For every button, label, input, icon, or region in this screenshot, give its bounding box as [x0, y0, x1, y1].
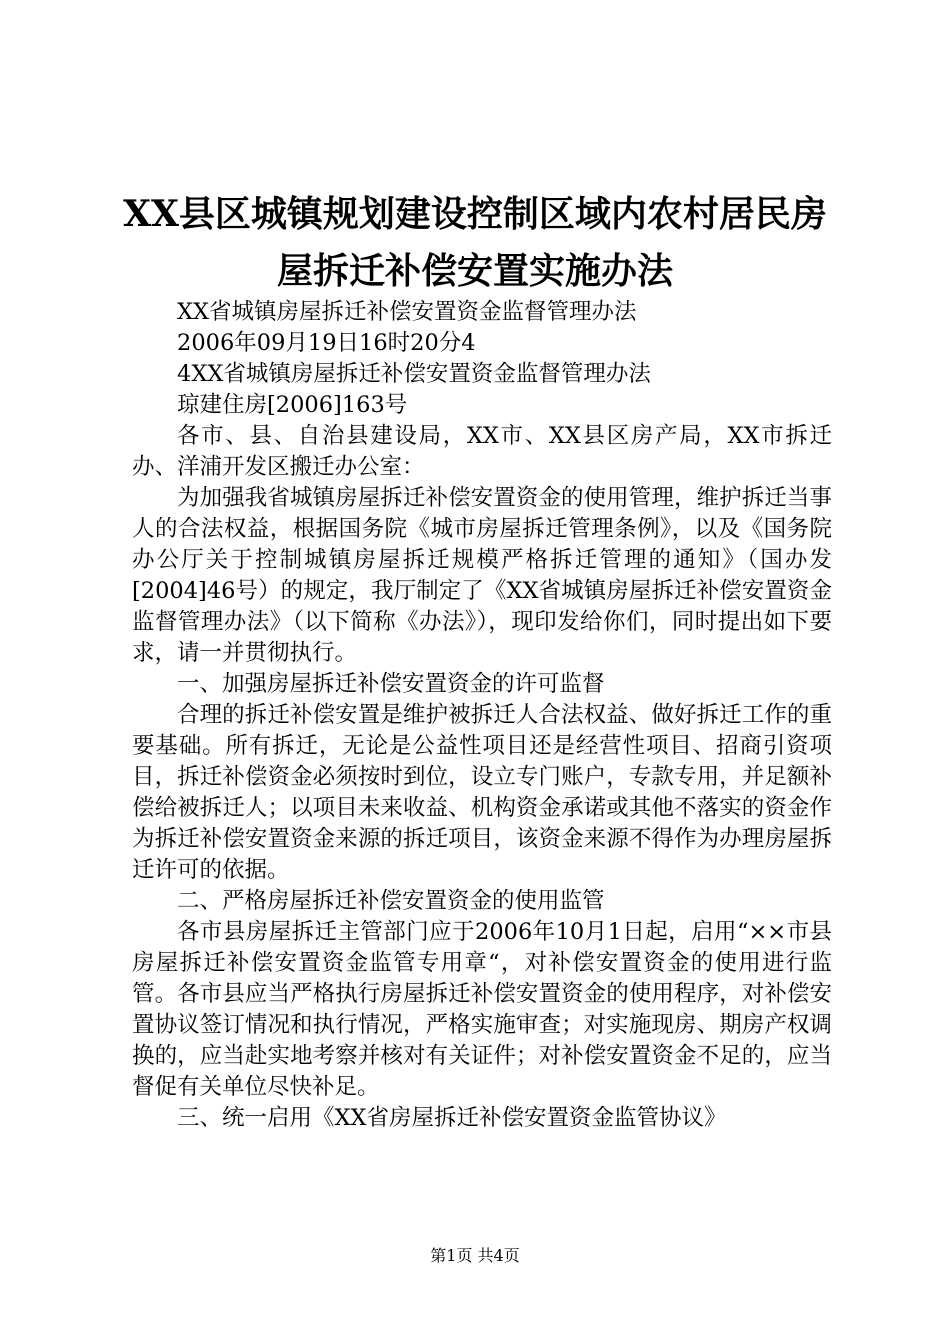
paragraph: 为加强我省城镇房屋拆迁补偿安置资金的使用管理，维护拆迁当事人的合法权益，根据国务院《城市房屋拆迁管理条例》，以及《国务院办公厅关于控制城镇房屋拆迁规模严格拆迁管理的通知》（国办发[2004]46号）的规定，我厅制定了《XX省城镇房屋拆迁补偿安置资金监督管理办法》（以下简称《办法》），现印发给你们，同时提出如下要求，请一并贯彻执行。: [132, 485, 832, 666]
paragraph: 合理的拆迁补偿安置是维护被拆迁人合法权益、做好拆迁工作的重要基础。所有拆迁，无论是公益性项目还是经营性项目、招商引资项目，拆迁补偿资金必须按时到位，设立专门账户，专款专用，并足额补偿给被拆迁人；以项目未来收益、机构资金承诺或其他不落实的资金作为拆迁补偿安置资金来源的拆迁项目，该资金来源不得作为办理房屋拆迁许可的依据。: [132, 702, 832, 883]
paragraph: 各市、县、自治县建设局，XX市、XX县区房产局，XX市拆迁办、洋浦开发区搬迁办公室：: [132, 423, 832, 480]
document-body: [132, 297, 832, 1134]
section-heading: 三、统一启用《XX省房屋拆迁补偿安置资金监管协议》: [177, 1105, 727, 1131]
section-heading: 二、严格房屋拆迁补偿安置资金的使用监管: [177, 888, 605, 914]
page-footer: 第1页 共4页: [430, 1246, 520, 1265]
paragraph: 各市县房屋拆迁主管部门应于2006年10月1日起，启用“××市县房屋拆迁补偿安置资金监管专用章“，对补偿安置资金的使用进行监管。各市县应当严格执行房屋拆迁补偿安置资金的使用程序，对补偿安置协议签订情况和执行情况，严格实施审查；对实施现房、期房产权调换的，应当赴实地考察并核对有关证件；对补偿安置资金不足的，应当督促有关单位尽快补足。: [132, 919, 832, 1100]
paragraph: 2006年09月19日16时20分4: [177, 330, 476, 356]
section-heading: 一、加强房屋拆迁补偿安置资金的许可监督: [177, 671, 605, 697]
document-title-line-1: XX县区城镇规划建设控制区域内农村居民房: [123, 193, 827, 235]
paragraph: 4XX省城镇房屋拆迁补偿安置资金监督管理办法: [177, 361, 651, 387]
document-title-line-2: 屋拆迁补偿安置实施办法: [276, 250, 673, 292]
paragraph: XX省城镇房屋拆迁补偿安置资金监督管理办法: [177, 299, 637, 325]
paragraph: 琼建住房[2006]163号: [177, 392, 408, 418]
